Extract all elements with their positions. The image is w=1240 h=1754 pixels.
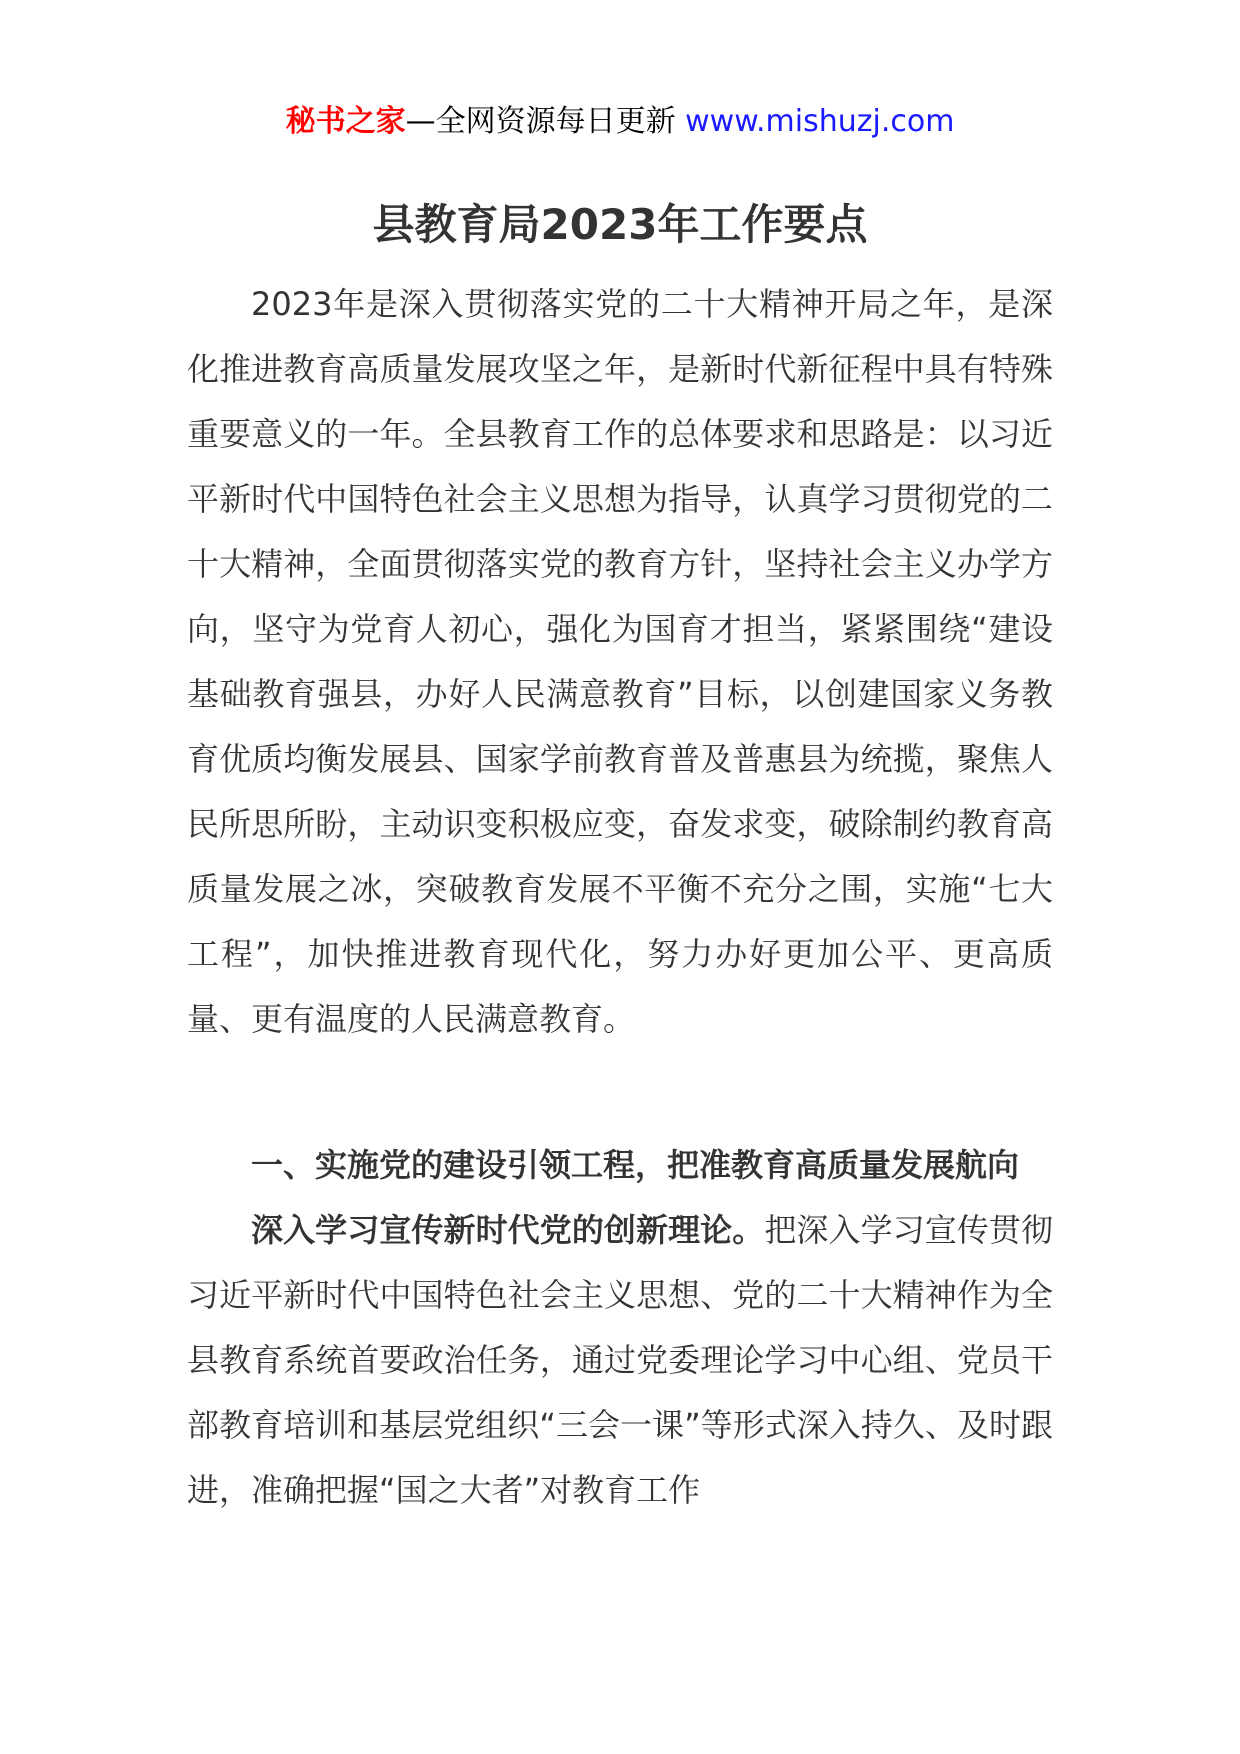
intro-paragraph: 2023年是深入贯彻落实党的二十大精神开局之年，是深化推进教育高质量发展攻坚之年，是新时代新征程中具有特殊重要意义的一年。全县教育工作的总体要求和思路是：以习近平新时代中国特色社会主义思想为指导，认真学习贯彻党的二十大精神，全面贯彻落实党的教育方针，坚持社会主义办学方向，坚守为党育人初心，强化为国育才担当，紧紧围绕“建设基础教育强县，办好人民满意教育”目标，以创建国家义务教育优质均衡发展县、国家学前教育普及普惠县为统揽，聚焦人民所思所盼，主动识变积极应变，奋发求变，破除制约教育高质量发展之冰，突破教育发展不平衡不充分之围，实施“七大工程”，加快推进教育现代化，努力办好更加公平、更高质量、更有温度的人民满意教育。 <box>187 285 1053 1038</box>
site-header <box>0 100 1240 144</box>
paragraph-body: 把深入学习宣传贯彻习近平新时代中国特色社会主义思想、党的二十大精神作为全县教育系统首要政治任务，通过党委理论学习中心组、党员干部教育培训和基层党组织“三会一课”等形式深入持久、及时跟进，准确把握“国之大者”对教育工作 <box>187 1211 1053 1509</box>
paragraph-lead: 深入学习宣传新时代党的创新理论。 <box>251 1211 765 1249</box>
site-tagline: —全网资源每日更新 <box>405 104 676 139</box>
site-brand: 秘书之家 <box>285 104 406 139</box>
document-title: 县教育局2023年工作要点 <box>372 200 868 249</box>
site-url-link[interactable]: www.mishuzj.com <box>685 104 955 139</box>
section-heading: 一、实施党的建设引领工程，把准教育高质量发展航向 <box>251 1146 1020 1184</box>
section-paragraph <box>187 1198 1053 1523</box>
